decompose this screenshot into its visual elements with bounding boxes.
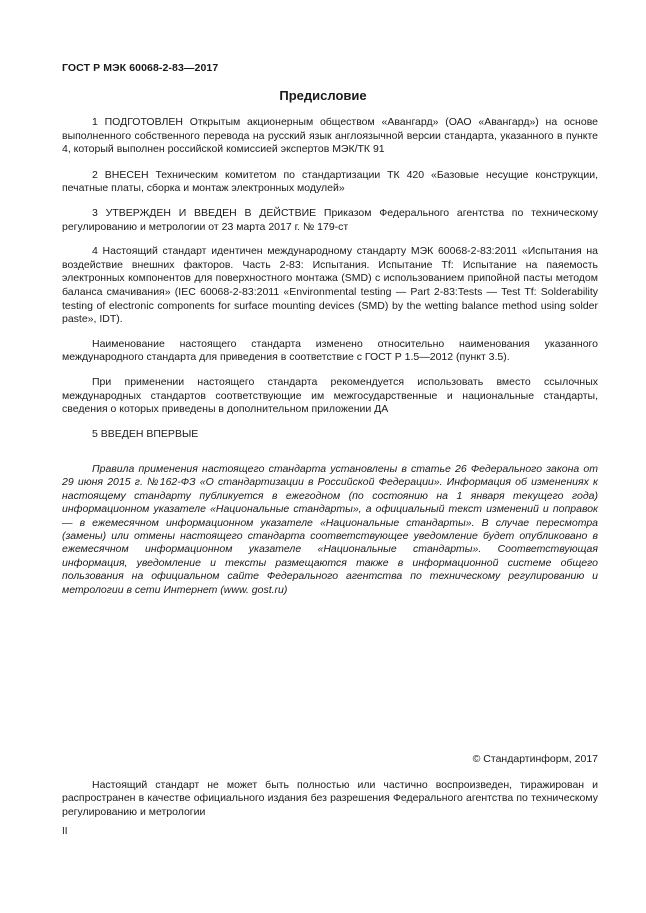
copyright-line: © Стандартинформ, 2017 xyxy=(472,753,598,765)
paragraph-introduced: 2 ВНЕСЕН Техническим комитетом по стандартизации ТК 420 «Базовые несущие конструкции, печатные платы, сборка и монтаж электронных модулей» xyxy=(62,168,598,195)
paragraph-prepared: 1 ПОДГОТОВЛЕН Открытым акционерным обществом «Авангард» (ОАО «Авангард») на основе выполненного собственного перевода на русский язык англоязычной версии стандарта, указанного в пункте 4, который выполнен российской комиссией экспертов МЭК/ТК 91 xyxy=(62,116,598,156)
page-number: II xyxy=(62,826,68,837)
paragraph-name-change: Наименование настоящего стандарта изменено относительно наименования указанного международного стандарта для приведения в соответствие с ГОСТ Р 1.5—2012 (пункт 3.5). xyxy=(62,337,598,364)
paragraph-identical-standard: 4 Настоящий стандарт идентичен международному стандарту МЭК 60068-2-83:2011 «Испытания на воздействие внешних факторов. Часть 2-83: Испытания. Испытание Tf: Испытание на паяемость электронных компонентов для поверхностного монтажа (SMD) с использованием припойной пасты методом баланса смачивания» (IEC 60068-2-83:2011 «Environmental testing — Part 2-83:Tests — Test Tf: Solderability testing of electronic components for surface mounting devices (SMD) by the wetting balance method using solder paste», IDT). xyxy=(62,245,598,326)
foreword-body xyxy=(62,116,598,452)
paragraph-approved: 3 УТВЕРЖДЕН И ВВЕДЕН В ДЕЙСТВИЕ Приказом Федерального агентства по техническому регулированию и метрологии от 23 марта 2017 г. № 179-ст xyxy=(62,206,598,233)
paragraph-first-introduced: 5 ВВЕДЕН ВПЕРВЫЕ xyxy=(92,427,199,440)
reproduction-notice: Настоящий стандарт не может быть полностью или частично воспроизведен, тиражирован и распространен в качестве официального издания без разрешения Федерального агентства по техническому регулированию и метрологии xyxy=(62,779,598,818)
page-title: Предисловие xyxy=(279,88,367,103)
application-rules-notice: Правила применения настоящего стандарта установлены в статье 26 Федерального закона от 29 июня 2015 г. №162-ФЗ «О стандартизации в Российской Федерации». Информация об изменениях к настоящему стандарту публикуется в ежегодном (по состоянию на 1 января текущего года) информационном указателе «Национальные стандарты», а официальный текст изменений и поправок — в ежемесячном информационном указателе «Национальные стандарты». В случае пересмотра (замены) или отмены настоящего стандарта соответствующее уведомление будет опубликовано в ежемесячном информационном указателе «Национальные стандарты». Соответствующая информация, уведомление и тексты размещаются также в информационной системе общего пользования на официальном сайте Федерального агентства по техническому регулированию и метрологии в сети Интернет (www. gost.ru) xyxy=(62,463,598,596)
document-code-header: ГОСТ Р МЭК 60068-2-83—2017 xyxy=(62,62,219,74)
paragraph-references: При применении настоящего стандарта рекомендуется использовать вместо ссылочных международных стандартов соответствующие им межгосударственные и национальные стандарты, сведения о которых приведены в дополнительном приложении ДА xyxy=(62,375,598,416)
